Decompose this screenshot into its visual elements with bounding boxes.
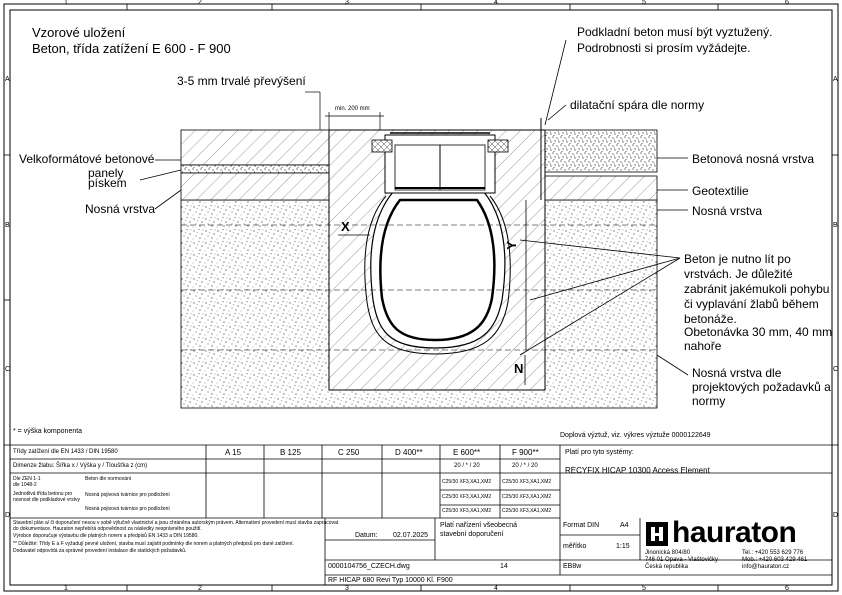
- label-pour-note-2: vrstvách. Je důležité: [684, 267, 793, 281]
- label-dim-x: X: [341, 219, 350, 234]
- label-elevation: 3-5 mm trvalé převýšení: [177, 74, 306, 88]
- label-base-note-3: normy: [692, 394, 726, 408]
- col-marker-2-bottom: 2: [198, 585, 202, 592]
- code-f3: C25/30 XF3,XA1,XM2: [502, 508, 552, 514]
- label-base-layer-left: Nosná vrstva: [85, 202, 156, 216]
- address-3: Česká republika: [645, 564, 689, 570]
- label-pour-note-1: Beton je nutno lít po: [684, 252, 791, 266]
- class-d400: D 400**: [395, 448, 423, 457]
- label-pour-note-6: Obetonávka 30 mm, 40 mm: [684, 325, 833, 339]
- label-large-panels-2: panely: [88, 166, 124, 180]
- class-b125: B 125: [280, 448, 301, 457]
- drawing-desc-1: Platí nařízení všeobecná: [440, 522, 518, 529]
- hauraton-logo-mark: [646, 522, 668, 546]
- label-pour-note-5: betonáže.: [684, 312, 737, 326]
- row-marker-c-right: C: [833, 366, 839, 373]
- col-marker-5: 5: [642, 0, 646, 6]
- system-name: RECYFIX HICAP 10300 Access Element: [565, 466, 710, 475]
- label-sand: pískem: [88, 176, 127, 190]
- label-base-note-2: projektových požadavků a: [692, 380, 831, 394]
- valid-for: Platí pro tyto systémy:: [565, 449, 634, 456]
- row-marker-a: A: [5, 76, 10, 83]
- label-pour-note-3: zabránit jakémukoli pohybu: [684, 282, 830, 296]
- datum-label: Datum:: [355, 532, 378, 539]
- left-small-4: nosnost dle podkladové vrstvy: [13, 497, 80, 503]
- left-small-1: Dle ZEN 1-1: [13, 476, 41, 482]
- note-line-2: Podrobnosti si prosím vyžádejte.: [577, 41, 751, 55]
- label-pour-note-7: nahoře: [684, 339, 722, 353]
- legal-1: Stavební plán a/ či doporučení nesou v sobě výlučně vlastnictví a jsou chráněna autorským právem. Alternativní provedení musí stavba zapracovat: [13, 520, 339, 526]
- label-expansion-joint: dilatační spára dle normy: [570, 98, 705, 112]
- col-marker-3: 3: [345, 0, 349, 6]
- class-c250: C 250: [338, 448, 360, 457]
- row-marker-b: B: [5, 222, 10, 229]
- code-f2: C25/30 XF3,XA1,XM2: [502, 494, 552, 500]
- label-dim-n: N: [514, 361, 524, 376]
- label-geotextile: Geotextilie: [692, 184, 749, 198]
- row-marker-c: C: [5, 366, 11, 373]
- email[interactable]: info@hauraton.cz: [742, 564, 790, 570]
- mid-small-1: Beton dle normování: [85, 476, 132, 482]
- table-row1-label: Třídy zatížení dle EN 1433 / DIN 19580: [13, 449, 118, 455]
- row-marker-d-right: D: [833, 512, 839, 519]
- label-base-layer-right: Nosná vrstva: [692, 204, 763, 218]
- col-marker-4-bottom: 4: [494, 585, 498, 592]
- drawing-desc-2: stavební doporučení: [440, 531, 504, 538]
- label-pour-note-4: či vyplavání žlabů během: [684, 297, 819, 311]
- datum-value: 02.07.2025: [393, 532, 429, 539]
- col-marker-1: 1: [64, 0, 68, 6]
- legal-3: Výrobce doporučuje výstavbu dle platných norem a předpisů EN 1433 a DIN 19580.: [13, 533, 199, 539]
- col-marker-6-bottom: 6: [785, 585, 789, 592]
- table-row2-label: Dimenze žlabu: Šířka x / Výška y / Tloušťka z (cm): [13, 463, 148, 469]
- company-logo-text: hauraton: [672, 516, 797, 549]
- class-f900: F 900**: [512, 448, 539, 457]
- scale-label: měřítko: [563, 543, 587, 550]
- left-small-2: dle 1048-2: [13, 482, 37, 488]
- col-marker-6: 6: [785, 0, 789, 6]
- col-marker-1-bottom: 1: [64, 585, 68, 592]
- col-marker-3-bottom: 3: [345, 585, 349, 592]
- mid-small-3: Nosná pojivová tvárnice pro podložení: [85, 506, 170, 512]
- label-base-note-1: Nosná vrstva dle: [692, 366, 782, 380]
- row-marker-a-right: A: [833, 76, 838, 83]
- label-dim-min: min. 200 mm: [335, 106, 370, 112]
- row-marker-d: D: [5, 512, 11, 519]
- address-2: 746 01 Opava - Vlaštovičky: [645, 557, 719, 563]
- code-f1: C25/30 XF3,XA1,XM2: [502, 479, 552, 485]
- legal-5: Dodavatel odpovídá za správné provedení instalace dle statických požadavků.: [13, 548, 187, 554]
- drawing-number: 0000104756_CZECH.dwg: [328, 563, 410, 570]
- row-marker-b-right: B: [833, 222, 838, 229]
- legal-2: do dokumentace. Hauraton nepřebírá odpovědnost za následky nesprávného použití.: [13, 526, 202, 532]
- mobile: Mob.: +420 603 429 461: [742, 557, 808, 563]
- telephone: Tel.: +420 553 629 776: [742, 550, 804, 556]
- mid-small-2: Nosná pojivová tvárnice pro podložení: [85, 492, 170, 498]
- class-a15: A 15: [225, 448, 242, 457]
- format-label: Format DIN: [563, 522, 600, 529]
- col-marker-4: 4: [494, 0, 498, 6]
- label-large-panels-1: Velkoformátové betonové: [19, 152, 155, 166]
- left-small-3: Jednotlivá třída betonu pro: [13, 491, 73, 497]
- code-e1: C25/30 XF3,XA1,XM2: [442, 479, 492, 485]
- legal-4: ** Důležité: Třídy E a F vyžadují pevné uložení, stavba musí zajistit podmínky dle norem a platných předpisů pro dané zatížení.: [13, 541, 294, 547]
- code-e3: C25/30 XF3,XA1,XM2: [442, 508, 492, 514]
- title-line-1: Vzorové uložení: [32, 25, 126, 40]
- address-1: Jinonická 804/80: [645, 550, 691, 556]
- class-e600: E 600**: [453, 448, 481, 457]
- note-line-1: Podkladní beton musí být vyztužený.: [577, 25, 773, 39]
- col-marker-2: 2: [198, 0, 202, 6]
- title-line-2: Beton, třída zatížení E 600 - F 900: [32, 41, 231, 56]
- code-e2: C25/30 XF3,XA1,XM2: [442, 494, 492, 500]
- format-value: A4: [620, 522, 629, 529]
- scale-value: 1:15: [616, 543, 630, 550]
- sheet-number: 14: [500, 563, 508, 570]
- label-dim-y: Y: [503, 241, 519, 250]
- product-code: RF HICAP 680 Revi Typ 10000 Kl. F900: [328, 577, 453, 584]
- footnote: * = výška komponenta: [13, 428, 83, 435]
- label-concrete-layer: Betonová nosná vrstva: [692, 152, 815, 166]
- dims-e: 20 / * / 20: [454, 463, 480, 469]
- dims-f: 20 / * / 20: [512, 463, 538, 469]
- author: EB8w: [563, 563, 582, 570]
- col-marker-5-bottom: 5: [642, 585, 646, 592]
- reinforcement-note: Doplová výztuž, viz. výkres výztuže 0000122649: [560, 432, 711, 439]
